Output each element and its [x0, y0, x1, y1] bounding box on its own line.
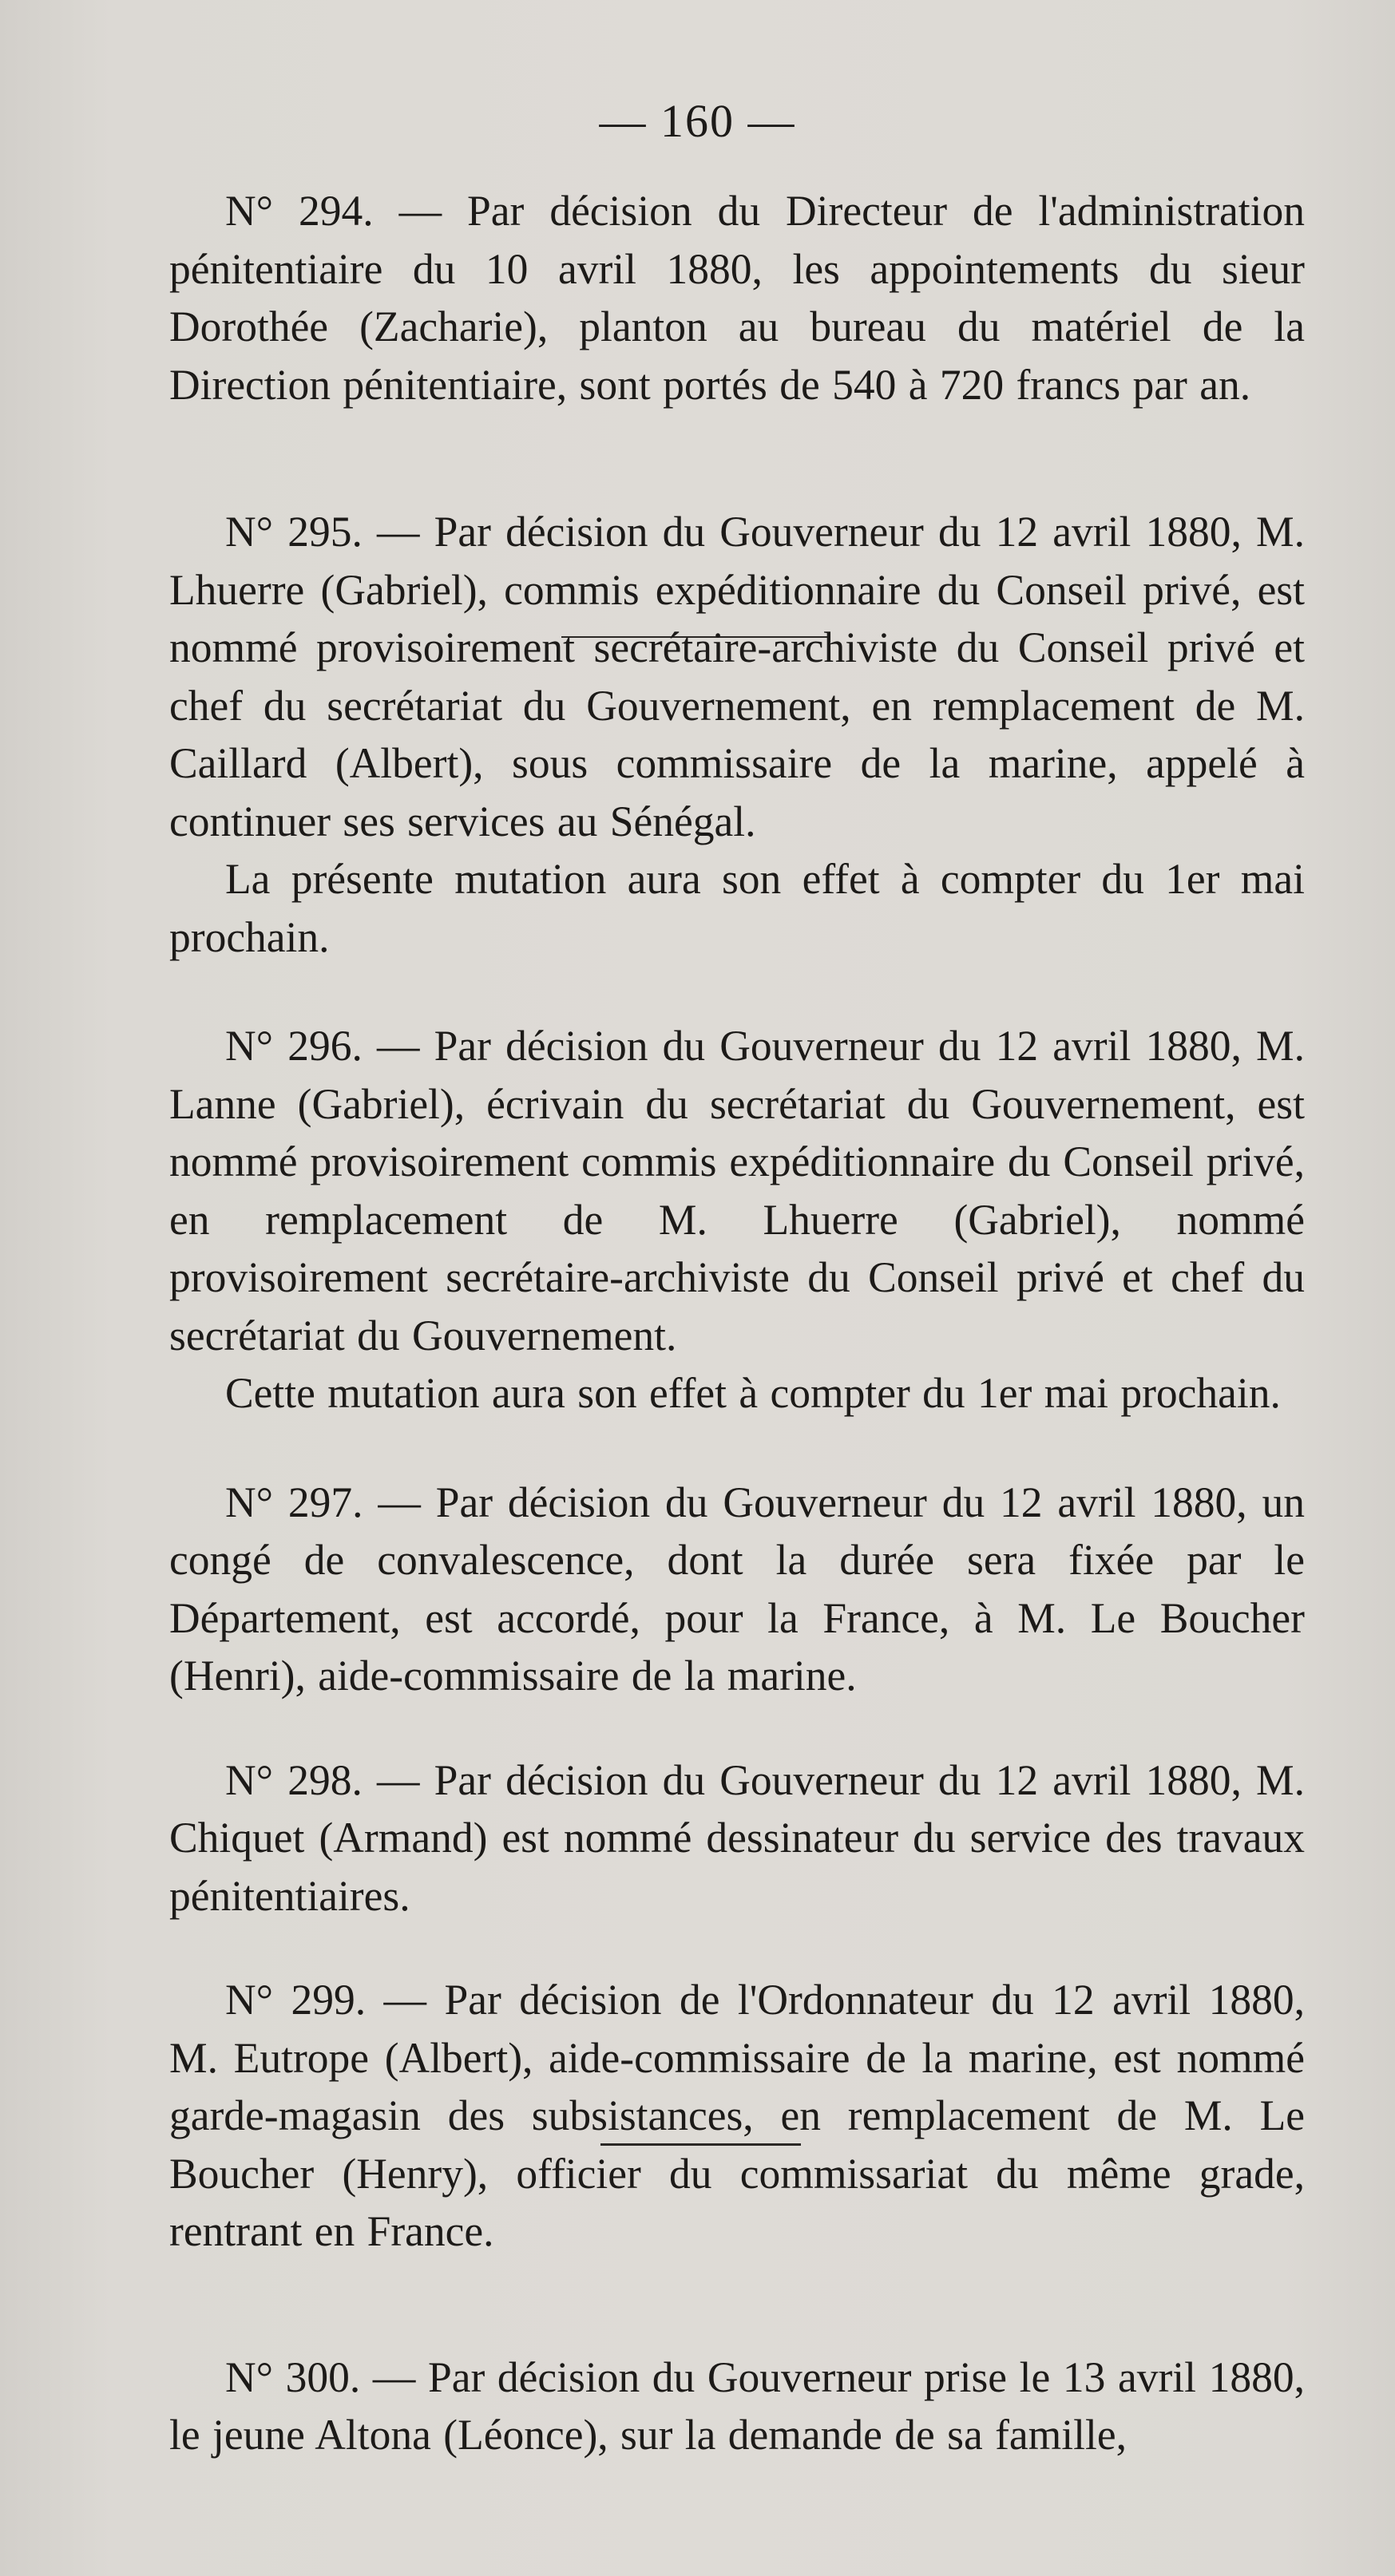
decision-entry-299	[169, 1971, 1305, 2261]
entry-paragraph: N° 300. — Par décision du Gouverneur prise le 13 avril 1880, le jeune Altona (Léonce), sur la demande de sa famille,	[169, 2352, 1305, 2459]
decision-entry-296	[169, 1017, 1305, 1423]
decision-entry-297	[169, 1474, 1305, 1705]
decision-entry-300	[169, 2348, 1305, 2464]
entry-paragraph: N° 296. — Par décision du Gouverneur du 12 avril 1880, M. Lanne (Gabriel), écrivain du secrétariat du Gouvernement, est nommé provisoirement commis expéditionnaire du Conseil privé, en remplacement de M. Lhuerre (Gabriel), nommé provisoirement secrétaire-archiviste du Conseil privé et chef du secrétariat du Gouvernement.	[169, 1022, 1305, 1359]
decision-entry-294	[169, 182, 1305, 414]
entry-paragraph: N° 295. — Par décision du Gouverneur du 12 avril 1880, M. Lhuerre (Gabriel), commis expéditionnaire du Conseil privé, est nommé provisoirement secrétaire-archiviste du Conseil privé et chef du secrétariat du Gouvernement, en remplacement de M. Caillard (Albert), sous commissaire de la marine, appelé à continuer ses services au Sénégal.	[169, 508, 1305, 845]
text-column	[169, 182, 1305, 2464]
decision-entry-298	[169, 1751, 1305, 1925]
entry-paragraph: N° 298. — Par décision du Gouverneur du 12 avril 1880, M. Chiquet (Armand) est nommé dessinateur du service des travaux pénitentiaires.	[169, 1755, 1305, 1920]
decision-entry-295	[169, 503, 1305, 966]
entry-paragraph: N° 299. — Par décision de l'Ordonnateur du 12 avril 1880, M. Eutrope (Albert), aide-commissaire de la marine, est nommé garde-magasin des subsistances, en remplacement de M. Le Boucher (Henry), officier du commissariat du même grade, rentrant en France.	[169, 1976, 1305, 2255]
entry-paragraph: Cette mutation aura son effet à compter du 1er mai prochain.	[225, 1369, 1281, 1417]
entry-paragraph: N° 294. — Par décision du Directeur de l'administration pénitentiaire du 10 avril 1880, les appointements du sieur Dorothée (Zacharie), planton au bureau du matériel de la Direction pénitentiaire, sont portés de 540 à 720 francs par an.	[169, 187, 1305, 409]
entry-paragraph: La présente mutation aura son effet à compter du 1er mai prochain.	[169, 855, 1305, 961]
page-number: — 160 —	[599, 95, 796, 147]
entry-paragraph: N° 297. — Par décision du Gouverneur du 12 avril 1880, un congé de convalescence, dont la durée sera fixée par le Département, est accordé, pour la France, à M. Le Boucher (Henri), aide-commissaire de la marine.	[169, 1478, 1305, 1700]
